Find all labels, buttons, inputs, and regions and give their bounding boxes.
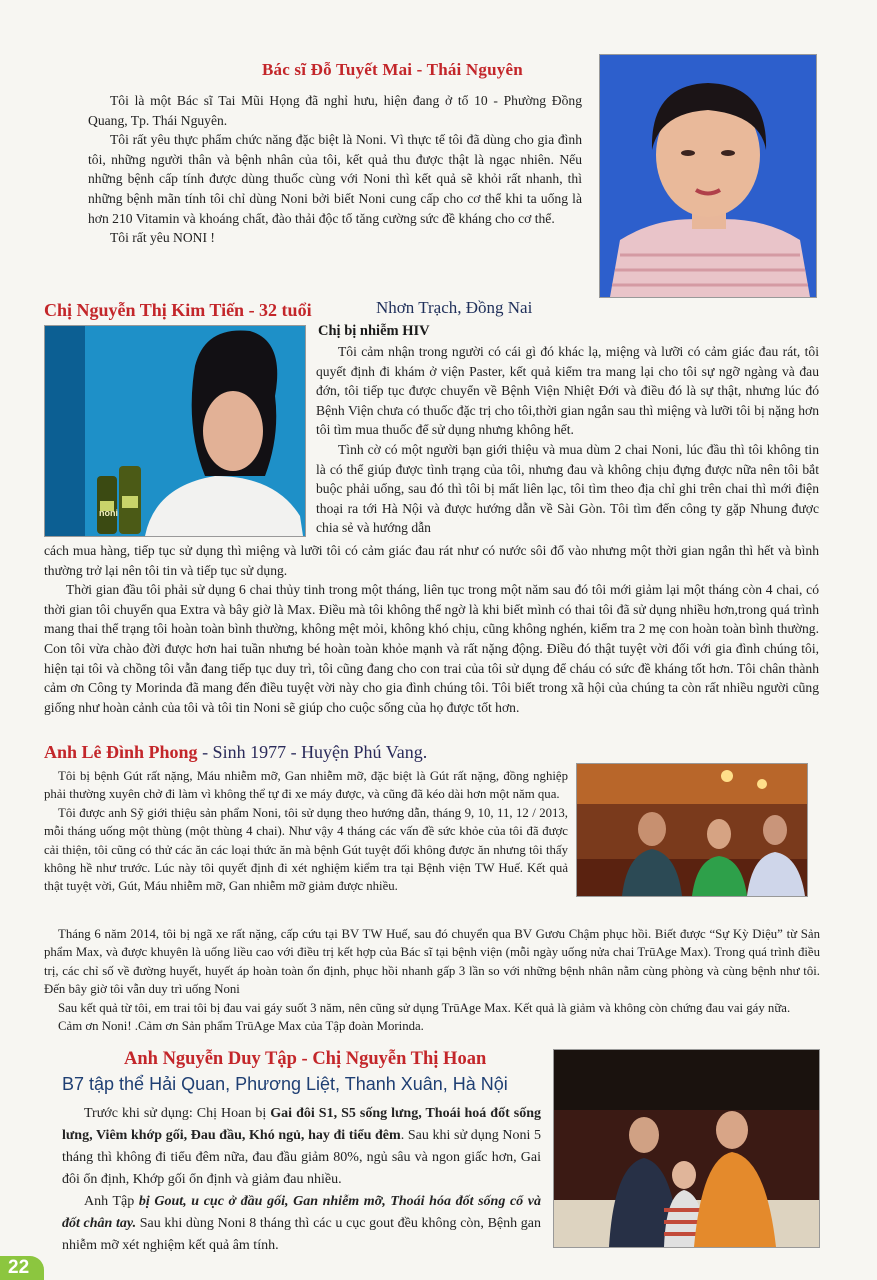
section4-title: Anh Nguyễn Duy Tập - Chị Nguyễn Thị Hoan <box>124 1049 487 1069</box>
section3-paragraph: Cảm ơn Noni! .Cảm ơn Sản phẩm TrūAge Max của Tập đoàn Morinda. <box>58 1019 424 1034</box>
section3-paragraph: Tháng 6 năm 2014, tôi bị ngã xe rất nặng, cấp cứu tại BV TW Huế, sau đó chuyển qua BV Gươu Chậm phục hồi. Biết được “Sự Kỳ Diệu” từ Sản phẩm Max, và được khuyên là uống liều cao với điều trị kết hợp của Bác sĩ tại bệnh viện (mỗi ngày uống nửa chai TrūAge Max). Trong quá trình điều trị, các chỉ số về đường huyết, huyết áp hoàn toàn ổn định, phục hồi nhanh gấp 3 lần so với những bệnh nhân nằm cùng phòng và cùng bệnh như tôi. Đến bây giờ tôi vẫn duy trì uống Noni <box>44 927 820 997</box>
section3-title-name: Anh Lê Đình Phong <box>44 742 198 762</box>
text-run-bold-italic: bị Gout, u cục ở đầu gối, Gan nhiễm mỡ, Thoái hóa đốt sống cổ và đốt chân tay. <box>62 1194 542 1231</box>
section2-body-bottom <box>44 541 819 717</box>
section3-title-details: - Sinh 1977 - Huyện Phú Vang. <box>197 742 428 762</box>
bottle-label: noni <box>99 508 118 518</box>
text-run: . Sau khi sử dụng Noni 5 tháng thì không đi tiểu đêm nữa, đau đầu giảm 80%, ngủ sâu và ngon giấc hơn, Gai đôi ổn định, Khớp gối ổn định và giảm đau nhiều. <box>62 1128 541 1187</box>
section2-subtitle: Chị bị nhiễm HIV <box>318 323 430 339</box>
section2-paragraph: Tình cờ có một người bạn giới thiệu và mua dùm 2 chai Noni, lúc đầu thì tôi không tin là có thể giúp được tình trạng của tôi, nhưng đau và không chịu đựng được nữa nên tôi bắt buộc phải uống, sau đó thì tôi bị mất liên lạc, tôi tìm theo địa chỉ ghi trên chai thì mới điện thoại ra tới Hà Nội và được hướng dẫn về Sài Gòn. Tôi tìm đến công ty gặp Nhung được chia sẻ và hướng dẫn <box>316 441 819 536</box>
section3-body-bottom <box>44 925 820 1035</box>
section2-paragraph: cách mua hàng, tiếp tục sử dụng thì miệng và lưỡi tôi có cảm giác đau rát như có nước sôi đổ vào nhưng một thời gian ngắn thì hết và bình thường trở lại nên tôi tin và tiếp tục sử dụng. <box>44 543 819 578</box>
section4-paragraph-hoan <box>62 1103 541 1191</box>
text-run-bold: Gai đôi S1, S5 sống lưng, Thoái hoá đốt sống lưng, Viêm khớp gối, Đau đầu, Khó ngủ, hay đi tiểu đêm <box>62 1106 541 1143</box>
section2-title: Chị Nguyễn Thị Kim Tiến - 32 tuổi <box>44 300 312 320</box>
section2-location: Nhơn Trạch, Đồng Nai <box>376 298 533 317</box>
text-run: Anh Tập <box>84 1194 139 1209</box>
photo-woman-with-noni-bottles <box>44 325 306 537</box>
section1-body <box>88 91 582 248</box>
photo-illustration <box>577 764 807 896</box>
text-run: Sau khi dùng Noni 8 tháng thì các u cục gout đều không còn, Bệnh gan nhiễm mỡ xét nghiệm kết quả âm tính. <box>62 1216 541 1253</box>
section3-body-top <box>44 767 568 896</box>
photo-illustration <box>45 326 305 536</box>
section2-body-top <box>316 342 819 538</box>
section3-title <box>44 742 427 763</box>
section3-paragraph: Tôi được anh Sỹ giới thiệu sản phẩm Noni, tôi sử dụng theo hướng dẫn, tháng 9, 10, 11, 12 / 2013, mỗi tháng uống một thùng (một thùng 4 chai). Như vậy 4 tháng các vấn đề sức khỏe của tôi đã được cải thiện, tôi cũng có thử các ăn các loại thức ăn mà bệnh Gút tuyệt đối không được ăn nhưng tôi thấy không hề như trước. Lúc này tôi quyết định đi xét nghiệm kiểm tra tại Bệnh viện TW Huế. Kết quả thật tuyệt vời, Gút, Máu nhiễm mỡ, Gan nhiễm mỡ giảm được nhiều. <box>44 805 568 894</box>
section2-paragraph: Tôi cảm nhận trong người có cái gì đó khác lạ, miệng và lưỡi có cảm giác đau rát, tôi quyết định đi khám ở viện Paster, kết quả kiểm tra mang lại cho tôi sự ngỡ ngàng và đau đớn, tôi tiếp tục được chuyển về Bệnh Viện Nhiệt Đới và điều đó là sự thật, nhưng lúc đó Bệnh Viện chưa có thuốc đặc trị cho tôi,thời gian ngắn sau thì miệng và lưỡi tôi bị nặng hơn tôi tìm mua thuốc để sử dụng nhưng không hết. <box>316 344 819 438</box>
section1-paragraph: Tôi là một Bác sĩ Tai Mũi Họng đã nghỉ hưu, hiện đang ở tổ 10 - Phường Đồng Quang, Tp. Thái Nguyên. <box>88 93 582 128</box>
photo-illustration <box>554 1050 819 1247</box>
section4-address: B7 tập thể Hải Quan, Phương Liệt, Thanh Xuân, Hà Nội <box>62 1074 508 1094</box>
portrait-photo-doctor <box>599 54 817 298</box>
section3-paragraph: Sau kết quả từ tôi, em trai tôi bị đau vai gáy suốt 3 năm, nên cũng sử dụng TrūAge Max. Kết quả là giảm và không còn chứng đau vai gáy nữa. <box>58 1000 791 1015</box>
portrait-illustration <box>600 55 816 297</box>
page-number: 22 <box>8 1257 30 1278</box>
section2-paragraph: Thời gian đầu tôi phải sử dụng 6 chai thủy tinh trong một tháng, liên tục trong một năm sau đó tôi mới giảm lại một tháng còn 4 chai, có thời gian tôi chuyển qua Extra và bây giờ là Max. Điều mà tôi không thể ngờ là khi biết mình có thai tôi đã sử dụng nhiều hơn,trong quá trình mang thai thể trạng tôi hoàn toàn bình thường, không mệt mỏi, không khó chịu, cũng không nghén, kiểm tra 2 mẹ con hoàn toàn bình thường. Con tôi vừa chào đời được hơn hai tuần nhưng bé hoàn toàn khỏe mạnh và rất nặng động. Điều đó thật tuyệt vời đối với gia đình chúng tôi, hiện tại tôi và chồng tôi vẫn đang tiếp tục duy trì, tôi cũng đang cho con trai của tôi sử dụng để cháu có sức đề kháng tốt hơn. Tôi chân thành cảm ơn Công ty Morinda đã mang đến điều tuyệt vời này cho gia đình chúng tôi. Tôi biết trong xã hội của chúng ta còn rất nhiều người cũng giống như hoàn cảnh của tôi và tôi tin Noni sẽ giúp cho cuộc sống của họ được tốt hơn. <box>44 582 819 715</box>
page-number-badge <box>0 1256 44 1280</box>
photo-family <box>553 1049 820 1248</box>
section1-title: Bác sĩ Đỗ Tuyết Mai - Thái Nguyên <box>262 60 523 79</box>
section1-paragraph: Tôi rất yêu thực phẩm chức năng đặc biệt là Noni. Vì thực tế tôi đã dùng cho gia đình tôi, những người thân và bệnh nhân của tôi, kết quả thu được thật là ngạc nhiên. Nếu những bệnh cấp tính được dùng thuốc cùng với Noni thì kết quả sẽ khỏi rất nhanh, thì những bệnh mãn tính tôi chỉ dùng Noni bởi biết Noni cung cấp cho cơ thể khi ta uống là hơn 210 Vitamin và khoáng chất, đào thải độc tố tăng cường sức đề kháng cho cơ thể. <box>88 132 582 226</box>
section4-body <box>62 1103 541 1257</box>
photo-restaurant-group <box>576 763 808 897</box>
section4-paragraph-tap <box>62 1191 541 1257</box>
section3-paragraph: Tôi bị bệnh Gút rất nặng, Máu nhiễm mỡ, Gan nhiễm mỡ, đặc biệt là Gút rất nặng, đồng nghiệp phải thường xuyên chở đi làm vì không thể tự đi xe máy được, và cũng đã kéo dài hơn một năm qua. <box>44 769 568 802</box>
text-run: Trước khi sử dụng: Chị Hoan bị <box>84 1106 271 1121</box>
section1-paragraph: Tôi rất yêu NONI ! <box>110 230 215 246</box>
